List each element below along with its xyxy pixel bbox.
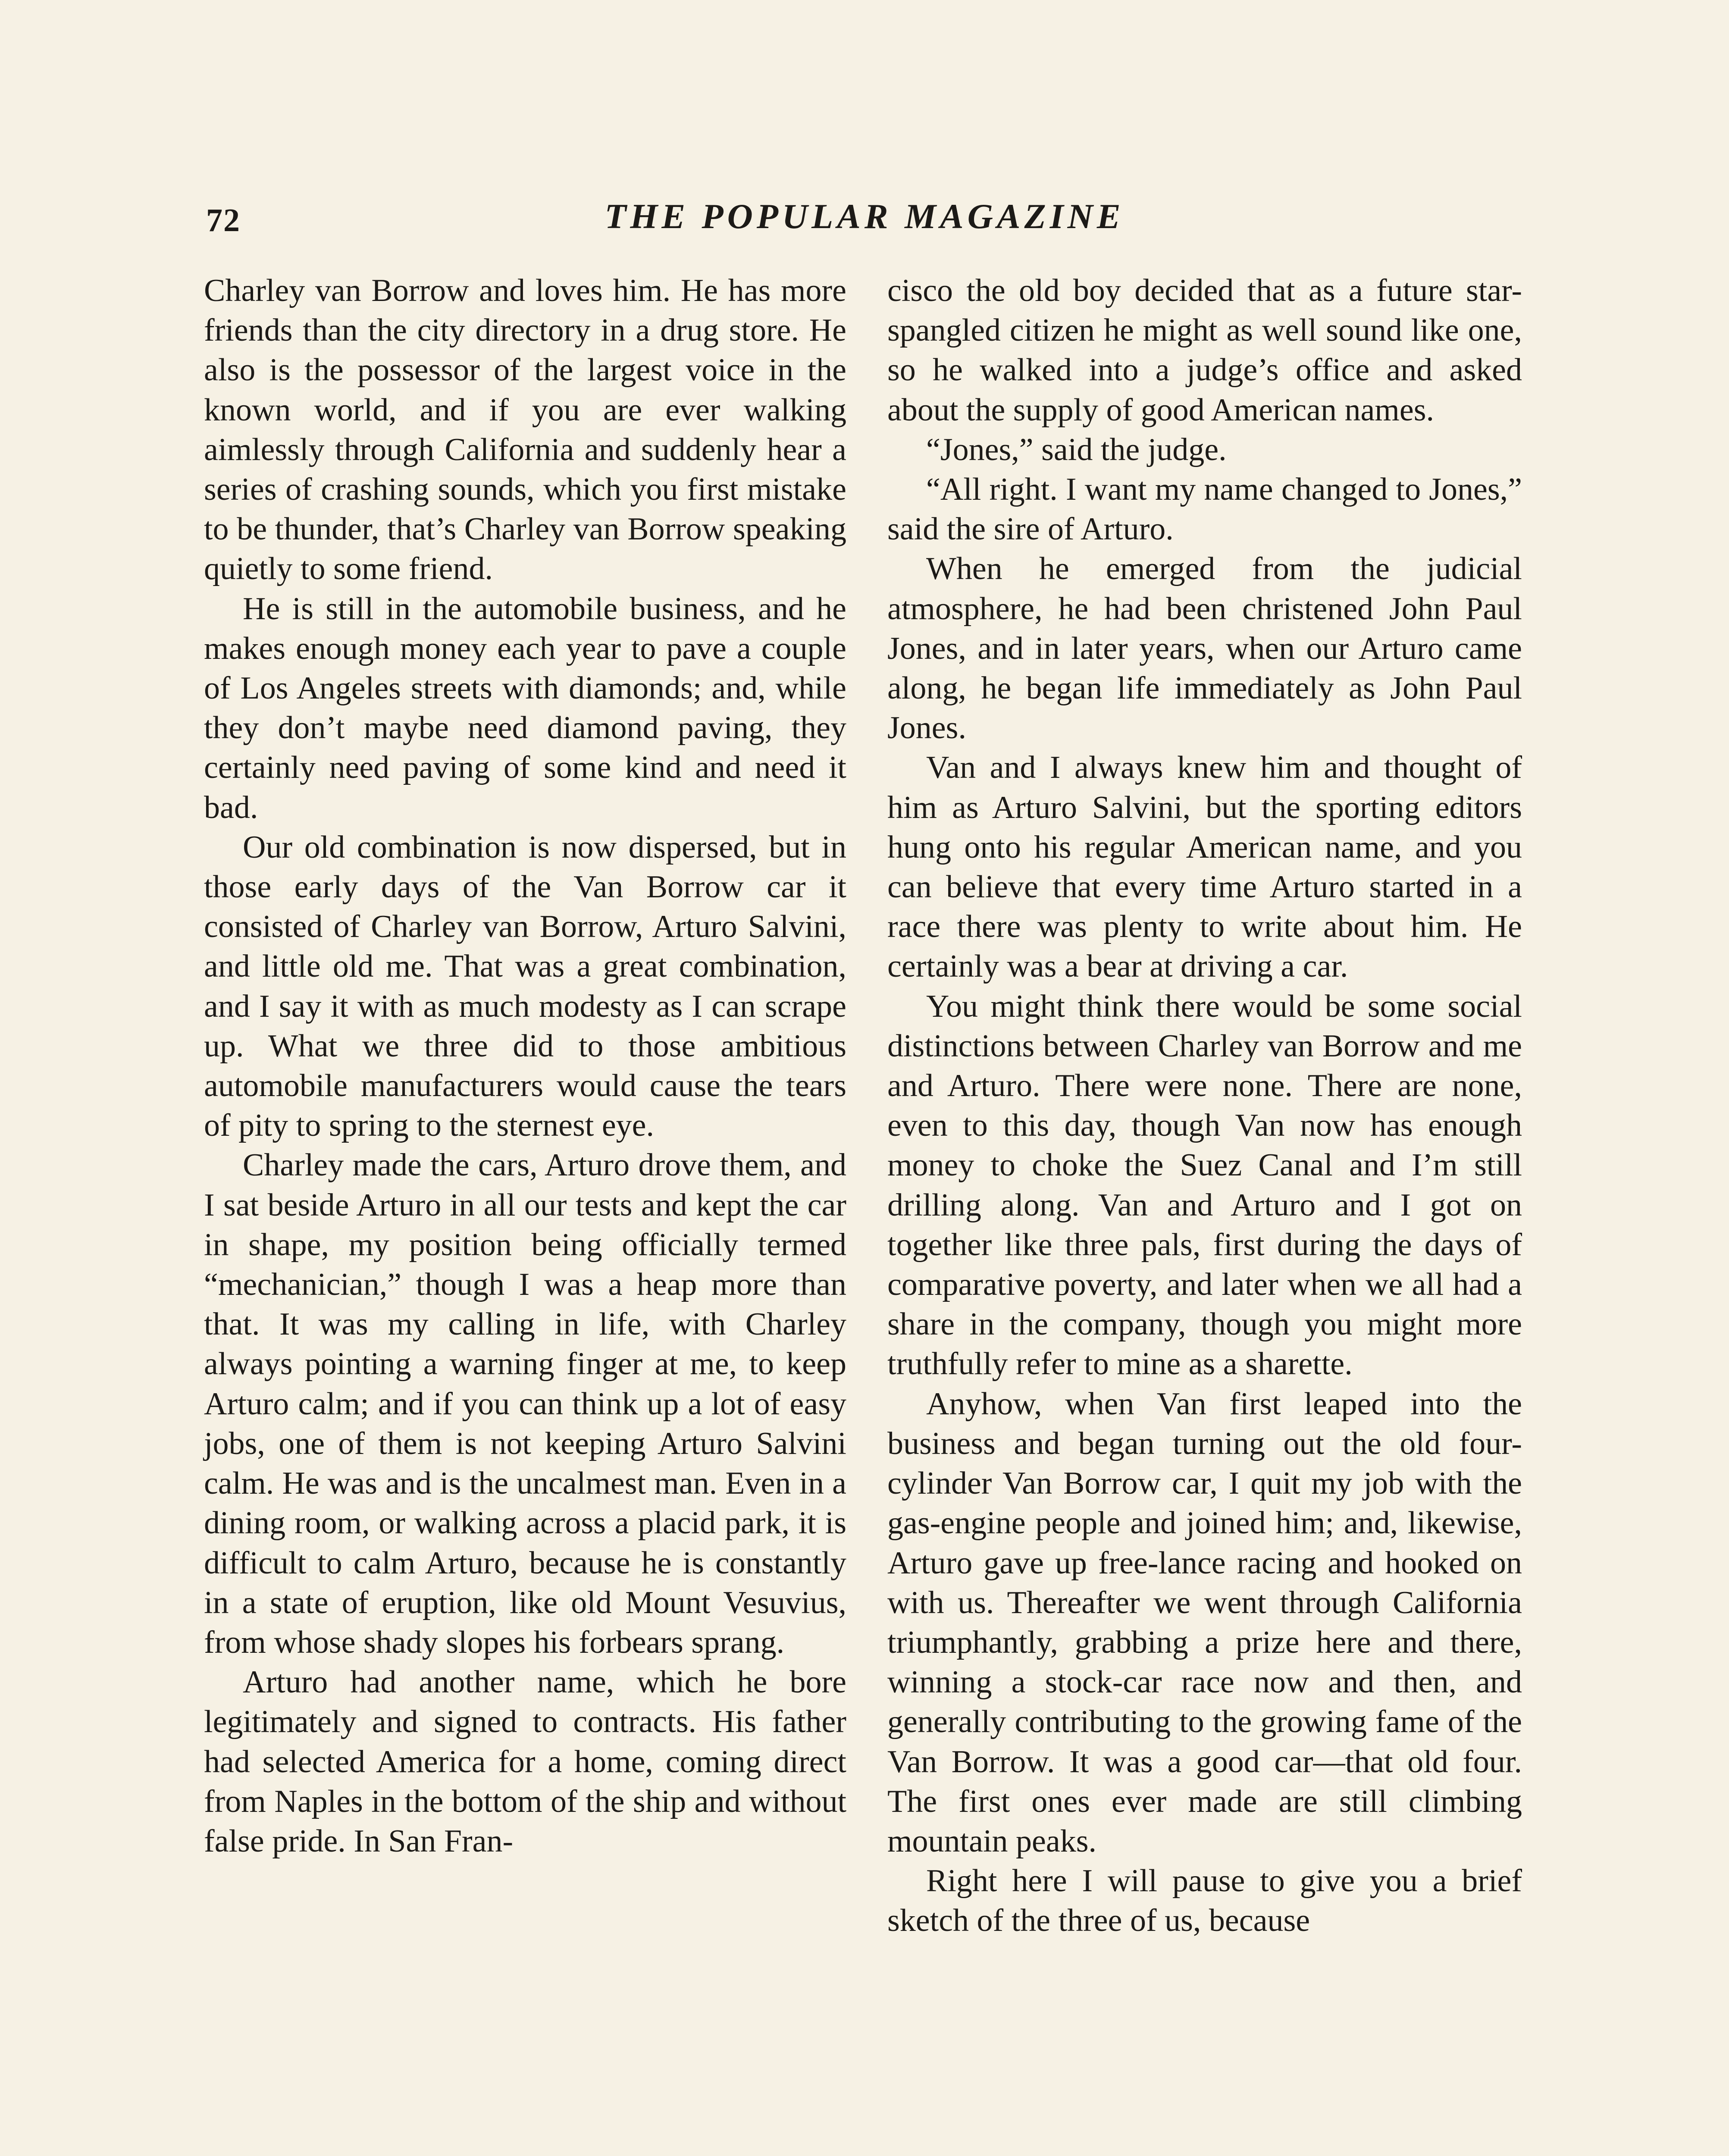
running-head: THE POPULAR MAGAZINE [605, 197, 1124, 236]
paragraph: “All right. I want my name changed to Jones,” said the sire of Arturo. [887, 472, 1522, 547]
paragraph: Right here I will pause to give you a brief sketch of the three of us, because [887, 1863, 1522, 1939]
paragraph: When he emerged from the judicial atmosphere, he had been christened John Paul Jones, and in later years, when our Arturo came along, he began life immediately as John Paul Jones. [887, 551, 1522, 746]
paragraph: Charley van Borrow and loves him. He has more friends than the city directory in a drug store. He also is the possessor of the largest voice in the known world, and if you are ever walking aimlessly through California and suddenly hear a series of crashing sounds, which you first mistake to be thunder, that’s Charley van Borrow speaking quietly to some friend. [204, 273, 846, 587]
paragraph: Anyhow, when Van first leaped into the business and began turning out the old four-cylinder Van Borrow car, I quit my job with the gas-engine people and joined him; and, likewise, Arturo gave up free-lance racing and hooked on with us. Thereafter we went through California triumphantly, grabbing a prize here and there, winning a stock-car race now and then, and generally contributing to the growing fame of the Van Borrow. It was a good car—that old four. The first ones ever made are still climbing mountain peaks. [887, 1386, 1522, 1859]
paragraph: Charley made the cars, Arturo drove them, and I sat beside Arturo in all our tests and kept the car in shape, my position being officially termed “mechanician,” though I was a heap more than that. It was my calling in life, with Charley always pointing a warning finger at me, to keep Arturo calm; and if you can think up a lot of easy jobs, one of them is not keeping Arturo Salvini calm. He was and is the uncalmest man. Even in a dining room, or walking across a placid park, it is difficult to calm Arturo, because he is constantly in a state of eruption, like old Mount Vesuvius, from whose shady slopes his forbears sprang. [204, 1147, 846, 1660]
paragraph: He is still in the automobile business, and he makes enough money each year to pave a couple of Los Angeles streets with diamonds; and, while they don’t maybe need diamond paving, they certainly need paving of some kind and need it bad. [204, 591, 846, 825]
paragraph: Our old combination is now dispersed, but in those early days of the Van Borrow car it consisted of Charley van Borrow, Arturo Salvini, and little old me. That was a great combination, and I say it with as much modesty as I can scrape up. What we three did to those ambitious automobile manufacturers would cause the tears of pity to spring to the sternest eye. [204, 829, 846, 1144]
paragraph: Van and I always knew him and thought of him as Arturo Salvini, but the sporting editors hung onto his regular American name, and you can believe that every time Arturo started in a race there was plenty to write about him. He certainly was a bear at driving a car. [887, 750, 1522, 984]
page-number: 72 [206, 202, 241, 238]
paragraph: “Jones,” said the judge. [926, 432, 1227, 467]
paragraph: You might think there would be some social distinctions between Charley van Borrow and me and Arturo. There were none. There are none, even to this day, though Van now has enough money to choke the Suez Canal and I’m still drilling along. Van and Arturo and I got on together like three pals, first during the days of comparative poverty, and later when we all had a share in the company, though you might more truthfully refer to mine as a sharette. [887, 988, 1522, 1382]
right-column [887, 271, 1522, 1941]
left-column [204, 271, 846, 1861]
paragraph: cisco the old boy decided that as a future star-spangled citizen he might as well sound like one, so he walked into a judge’s office and asked about the supply of good American names. [887, 273, 1522, 428]
paragraph: Arturo had another name, which he bore legitimately and signed to contracts. His father had selected America for a home, coming direct from Naples in the bottom of the ship and without false pride. In San Fran- [204, 1664, 846, 1859]
